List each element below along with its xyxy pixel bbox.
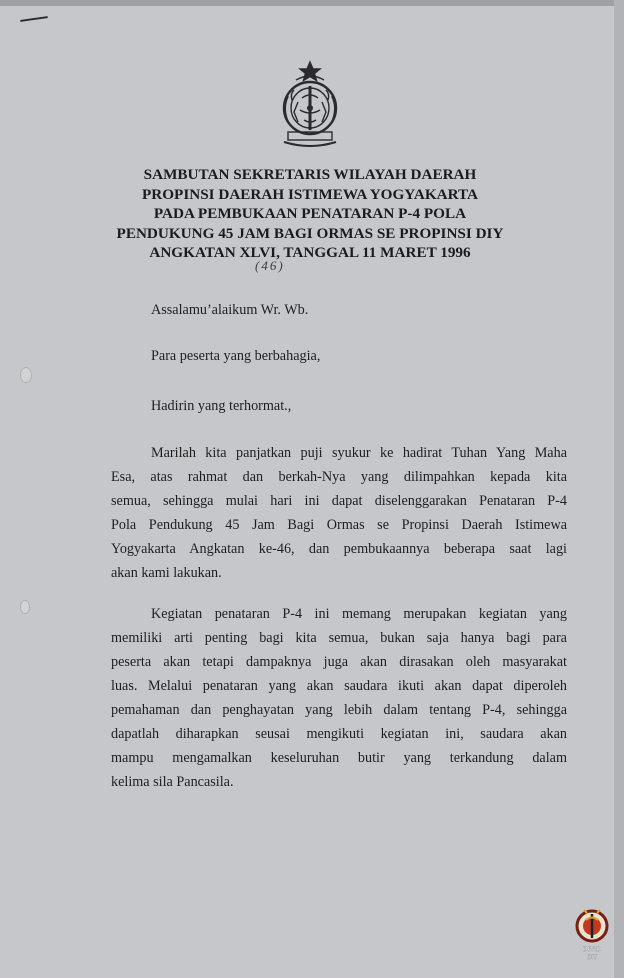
paragraph-line: mampu mengamalkan keseluruhan butir yang terkandung dalam [111,750,567,766]
title-line: ANGKATAN XLVI, TANGGAL 11 MARET 1996 [149,244,471,262]
paragraph-purpose [111,602,567,794]
paragraph-line: Yogyakarta Angkatan ke-46, dan pembukaannya beberapa saat lagi [111,541,567,557]
paragraph-line: Marilah kita panjatkan puji syukur ke hadirat Tuhan Yang Maha [151,445,567,461]
paragraph-line: memiliki arti penting bagi kita semua, bukan saja hanya bagi para [111,630,567,646]
paragraph-line: semua, sehingga mulai hari ini dapat diselenggarakan Penataran P-4 [111,493,567,509]
badge-text: DIY [586,955,598,961]
paragraph-line: luas. Melalui penataran yang akan saudara ikuti akan dapat diperoleh [111,678,567,694]
handwritten-note: (46) [255,258,285,273]
punch-hole [20,600,30,614]
scan-edge-top [0,0,624,6]
title-line: PADA PEMBUKAAN PENATARAN P-4 POLA [153,205,467,223]
pen-mark [20,16,48,22]
greeting-audience: Hadirin yang terhormat., [151,398,292,414]
paragraph-opening [111,441,567,585]
title-line: SAMBUTAN SEKRETARIS WILAYAH DAERAH [143,166,477,183]
paragraph-line: Kegiatan penataran P-4 ini memang merupakan kegiatan yang [151,606,567,622]
speech-title [110,165,510,263]
greeting-salam: Assalamu’alaikum Wr. Wb. [151,302,309,318]
dpad-diy-logo-icon [572,904,612,962]
scan-edge-right [614,0,624,978]
paragraph-line: peserta akan tetapi dampaknya juga akan dirasakan oleh masyarakat [111,654,567,670]
paragraph-line: pemahaman dan penghayatan yang lebih dalam tentang P-4, sehingga [111,702,567,718]
paragraph-line: Pola Pendukung 45 Jam Bagi Ormas se Propinsi Daerah Istimewa [111,517,567,533]
badge-text: DPAD [583,946,601,953]
yogyakarta-crest-icon [274,60,346,150]
paragraph-line: dapatlah diharapkan seusai mengikuti kegiatan ini, saudara akan [111,726,567,742]
paragraph-line: akan kami lakukan. [111,565,222,581]
paragraph-line: kelima sila Pancasila. [111,774,234,790]
title-line: PENDUKUNG 45 JAM BAGI ORMAS SE PROPINSI DIY [116,224,504,242]
punch-hole [20,367,32,383]
paragraph-line: Esa, atas rahmat dan berkah-Nya yang dilimpahkan kepada kita [111,469,567,485]
greeting-participants: Para peserta yang berbahagia, [151,348,321,364]
title-line: PROPINSI DAERAH ISTIMEWA YOGYAKARTA [141,185,479,203]
